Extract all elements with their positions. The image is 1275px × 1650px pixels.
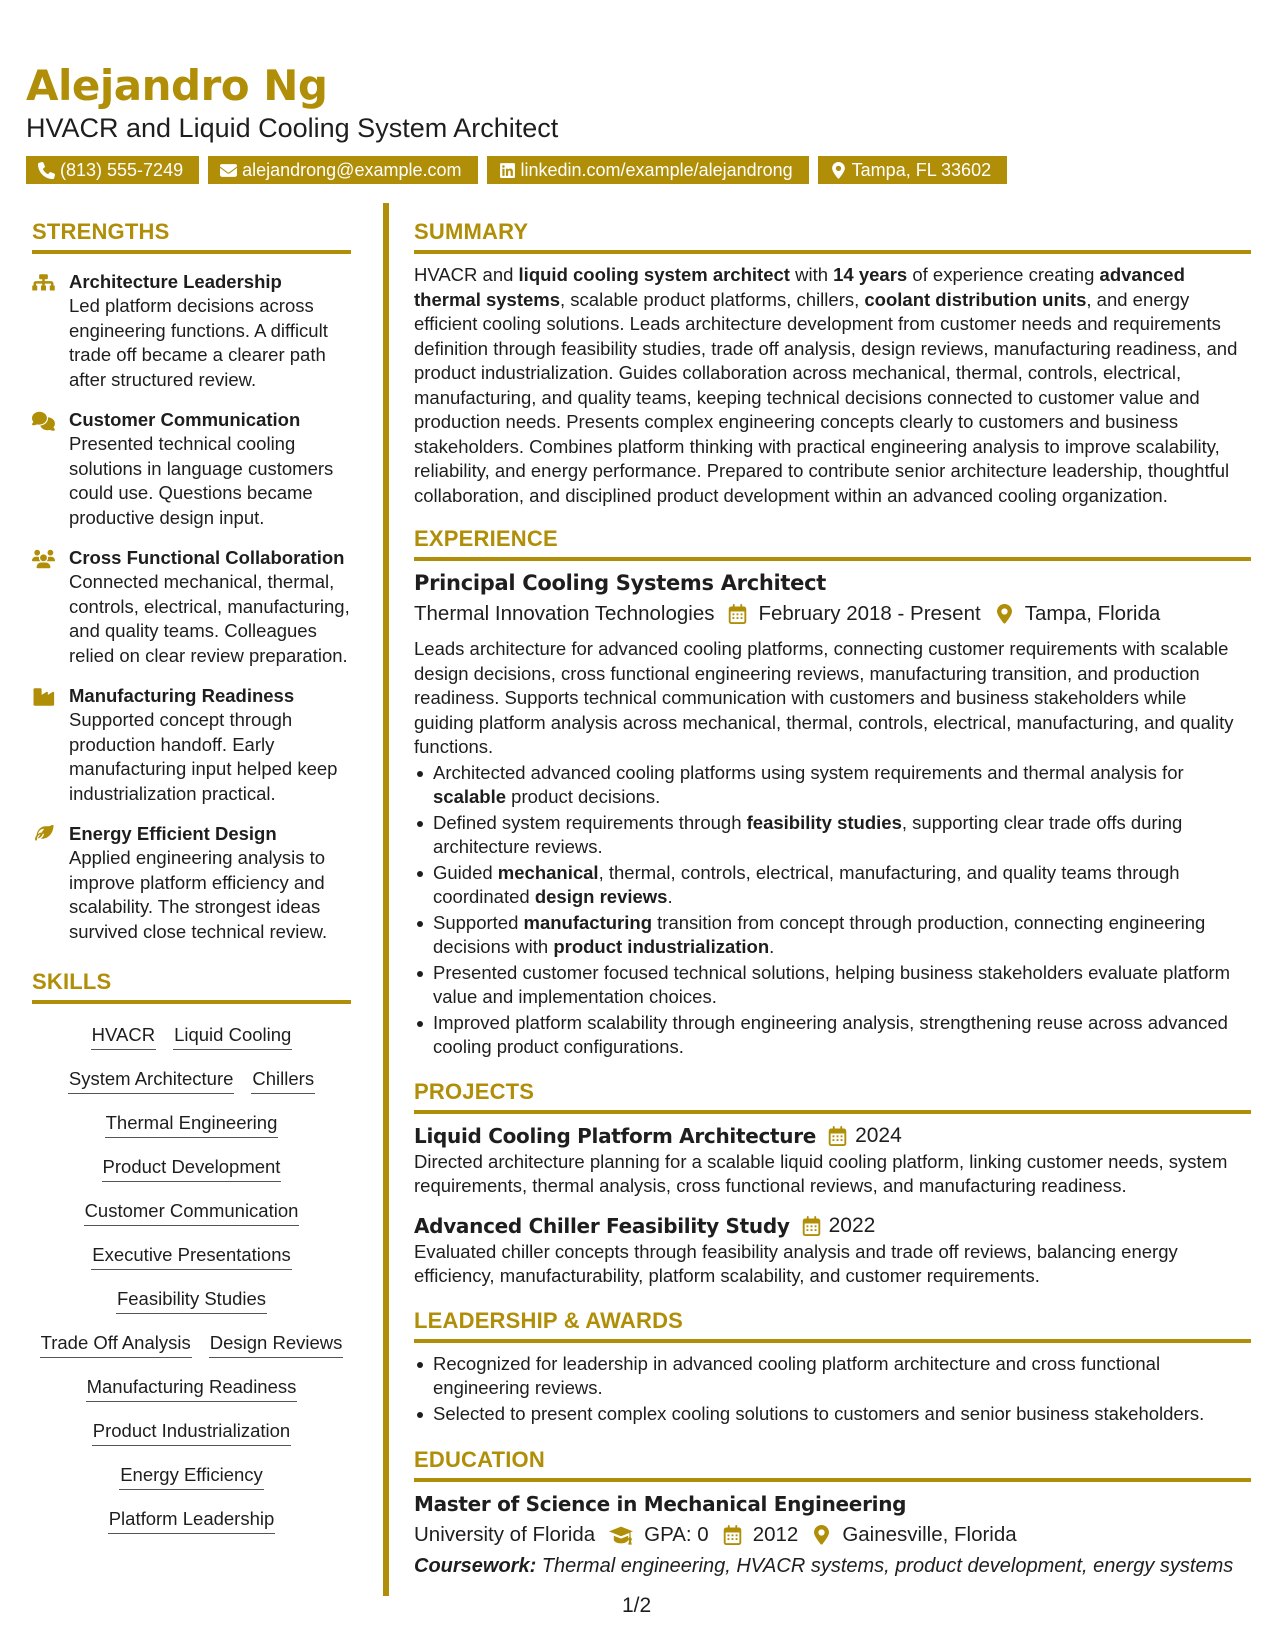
job-company: Thermal Innovation Technologies <box>414 602 715 625</box>
skill-tag: Product Development <box>102 1154 282 1182</box>
project-title: Advanced Chiller Feasibility Study <box>414 1213 790 1238</box>
page-number: 1/2 <box>622 1594 652 1617</box>
candidate-name: Alejandro Ng <box>26 61 328 110</box>
location-text: Tampa, FL 33602 <box>851 160 992 180</box>
skill-tag: Feasibility Studies <box>116 1286 267 1314</box>
skill-tag: Trade Off Analysis <box>40 1330 192 1358</box>
skill-tag: Customer Communication <box>84 1198 300 1226</box>
projects-heading: PROJECTS <box>414 1078 1251 1114</box>
contact-phone[interactable] <box>26 156 199 184</box>
map-pin-icon <box>830 162 847 179</box>
degree-title: Master of Science in Mechanical Engineering <box>414 1492 907 1516</box>
comments-icon <box>32 411 55 431</box>
strength-title: Energy Efficient Design <box>69 823 277 844</box>
calendar-icon <box>728 604 747 624</box>
strength-title: Manufacturing Readiness <box>69 685 295 706</box>
skill-tag: HVACR <box>91 1022 156 1050</box>
strength-desc: Presented technical cooling solutions in language customers could use. Questions became productive design input. <box>69 433 334 528</box>
strength-item <box>32 270 351 392</box>
job-meta <box>414 599 1251 629</box>
strength-title: Architecture Leadership <box>69 271 282 292</box>
experience-heading: EXPERIENCE <box>414 525 1251 561</box>
education-location: Gainesville, Florida <box>842 1523 1017 1546</box>
list-item: Selected to present complex cooling solutions to customers and senior business stakeholders. <box>414 1402 1251 1427</box>
leadership-list <box>414 1352 1251 1427</box>
skill-tag: System Architecture <box>68 1066 235 1094</box>
industry-icon <box>32 687 55 707</box>
skill-tag: Manufacturing Readiness <box>86 1374 298 1402</box>
skill-tag: Platform Leadership <box>108 1506 276 1534</box>
calendar-icon <box>828 1126 847 1146</box>
job-description: Leads architecture for advanced cooling platforms, connecting customer requirements with scalable design decisions, cross functional engineering reviews, manufacturing transition, and production readiness. Supports technical communication with customers and business stakeholders while guiding platform analysis across mechanical, thermal, controls, electrical, manufacturing, and quality functions. <box>414 638 1234 757</box>
phone-text: (813) 555-7249 <box>60 160 184 180</box>
list-item: Improved platform scalability through engineering analysis, strengthening reuse across advanced cooling product configurations. <box>414 1011 1251 1060</box>
contact-location[interactable] <box>818 156 1007 184</box>
strength-desc: Connected mechanical, thermal, controls, electrical, manufacturing, and quality teams. Colleagues relied on clear review preparation. <box>69 571 350 666</box>
users-icon <box>32 549 55 569</box>
strength-title: Customer Communication <box>69 409 301 430</box>
skill-tag: Product Industrialization <box>92 1418 291 1446</box>
list-item: Architected advanced cooling platforms using system requirements and thermal analysis for scalable product decisions. <box>414 761 1251 810</box>
calendar-icon <box>802 1216 821 1236</box>
right-column <box>414 218 1251 1580</box>
education-year: 2012 <box>752 1523 799 1546</box>
graduation-cap-icon <box>609 1525 633 1545</box>
summary-heading: SUMMARY <box>414 218 1251 254</box>
strength-desc: Applied engineering analysis to improve platform efficiency and scalability. The strongest ideas survived close technical review. <box>69 847 328 942</box>
map-pin-icon <box>812 1525 831 1545</box>
skill-tag: Energy Efficiency <box>119 1462 264 1490</box>
job-location: Tampa, Florida <box>1024 602 1161 625</box>
school-name: University of Florida <box>414 1523 596 1546</box>
project-desc: Evaluated chiller concepts through feasibility analysis and trade off reviews, balancing energy efficiency, manufacturability, platform scalability, and customer requirements. <box>414 1240 1178 1286</box>
skill-tag: Liquid Cooling <box>173 1022 292 1050</box>
project-year: 2022 <box>828 1213 876 1237</box>
skill-tag: Design Reviews <box>209 1330 344 1358</box>
education-meta <box>414 1520 1251 1550</box>
strengths-heading: STRENGTHS <box>32 218 351 254</box>
project-item <box>414 1212 1251 1289</box>
skill-tag: Chillers <box>251 1066 315 1094</box>
list-item: Guided mechanical, thermal, controls, electrical, manufacturing, and quality teams through coordinated design reviews. <box>414 861 1251 910</box>
list-item: Presented customer focused technical solutions, helping business stakeholders evaluate platform value and implementation choices. <box>414 961 1251 1010</box>
linkedin-icon <box>499 162 516 179</box>
education-heading: EDUCATION <box>414 1446 1251 1482</box>
column-divider <box>383 203 389 1596</box>
phone-icon <box>38 162 55 179</box>
candidate-title: HVACR and Liquid Cooling System Architect <box>26 113 559 143</box>
job-bullets <box>414 761 1251 1060</box>
job-title: Principal Cooling Systems Architect <box>414 571 826 595</box>
summary-text: HVACR and liquid cooling system architect with 14 years of experience creating advanced thermal systems, scalable product platforms, chillers, coolant distribution units, and energy efficient cooling solutions. Leads architecture development from customer needs and requirements definition through feasibility studies, trade off analysis, design reviews, manufacturing readiness, and product industrialization. Guides collaboration across mechanical, thermal, controls, electrical, manufacturing, and quality teams, keeping technical decisions connected to customer value and production needs. Presents complex engineering concepts clearly to customers and business stakeholders. Combines platform thinking with practical engineering analysis to improve scalability, reliability, and energy performance. Prepared to contribute senior architecture leadership, thoughtful collaboration, and disciplined product development within an advanced cooling organization. <box>414 264 1238 506</box>
sitemap-icon <box>32 273 55 293</box>
linkedin-text: linkedin.com/example/alejandrong <box>520 160 793 180</box>
leadership-heading: LEADERSHIP & AWARDS <box>414 1307 1251 1343</box>
project-item <box>414 1122 1251 1199</box>
calendar-icon <box>723 1525 742 1545</box>
skills-heading: SKILLS <box>32 968 351 1004</box>
contact-linkedin[interactable] <box>487 156 809 184</box>
contact-email[interactable] <box>208 156 477 184</box>
project-title: Liquid Cooling Platform Architecture <box>414 1123 817 1148</box>
skill-tag: Thermal Engineering <box>105 1110 279 1138</box>
strength-item <box>32 546 351 668</box>
project-year: 2024 <box>855 1123 902 1147</box>
strength-title: Cross Functional Collaboration <box>69 547 345 568</box>
gpa: GPA: 0 <box>644 1523 709 1546</box>
list-item: Supported manufacturing transition from concept through production, connecting engineering decisions with product industrialization. <box>414 911 1251 960</box>
project-desc: Directed architecture planning for a scalable liquid cooling platform, linking customer needs, system requirements, thermal analysis, cross functional reviews, and manufacturing readiness. <box>414 1150 1228 1196</box>
job-dates: February 2018 - Present <box>758 602 981 625</box>
skills-list <box>32 1022 351 1534</box>
strength-item <box>32 684 351 806</box>
left-column <box>32 218 351 1534</box>
coursework: Coursework: Thermal engineering, HVACR systems, product development, energy systems <box>414 1555 1234 1577</box>
list-item: Recognized for leadership in advanced cooling platform architecture and cross functional engineering reviews. <box>414 1352 1251 1401</box>
leaf-icon <box>32 825 55 845</box>
contact-bar <box>26 156 1246 184</box>
envelope-icon <box>220 162 237 179</box>
strength-item <box>32 408 351 530</box>
skill-tag: Executive Presentations <box>91 1242 291 1270</box>
list-item: Defined system requirements through feasibility studies, supporting clear trade offs during architecture reviews. <box>414 811 1251 860</box>
strength-desc: Led platform decisions across engineering functions. A difficult trade off became a clearer path after structured review. <box>69 295 328 390</box>
strength-desc: Supported concept through production handoff. Early manufacturing input helped keep industrialization practical. <box>69 709 338 804</box>
strength-item <box>32 822 351 944</box>
map-pin-icon <box>995 604 1014 624</box>
resume-header <box>26 62 1246 184</box>
email-text: alejandrong@example.com <box>242 160 462 180</box>
